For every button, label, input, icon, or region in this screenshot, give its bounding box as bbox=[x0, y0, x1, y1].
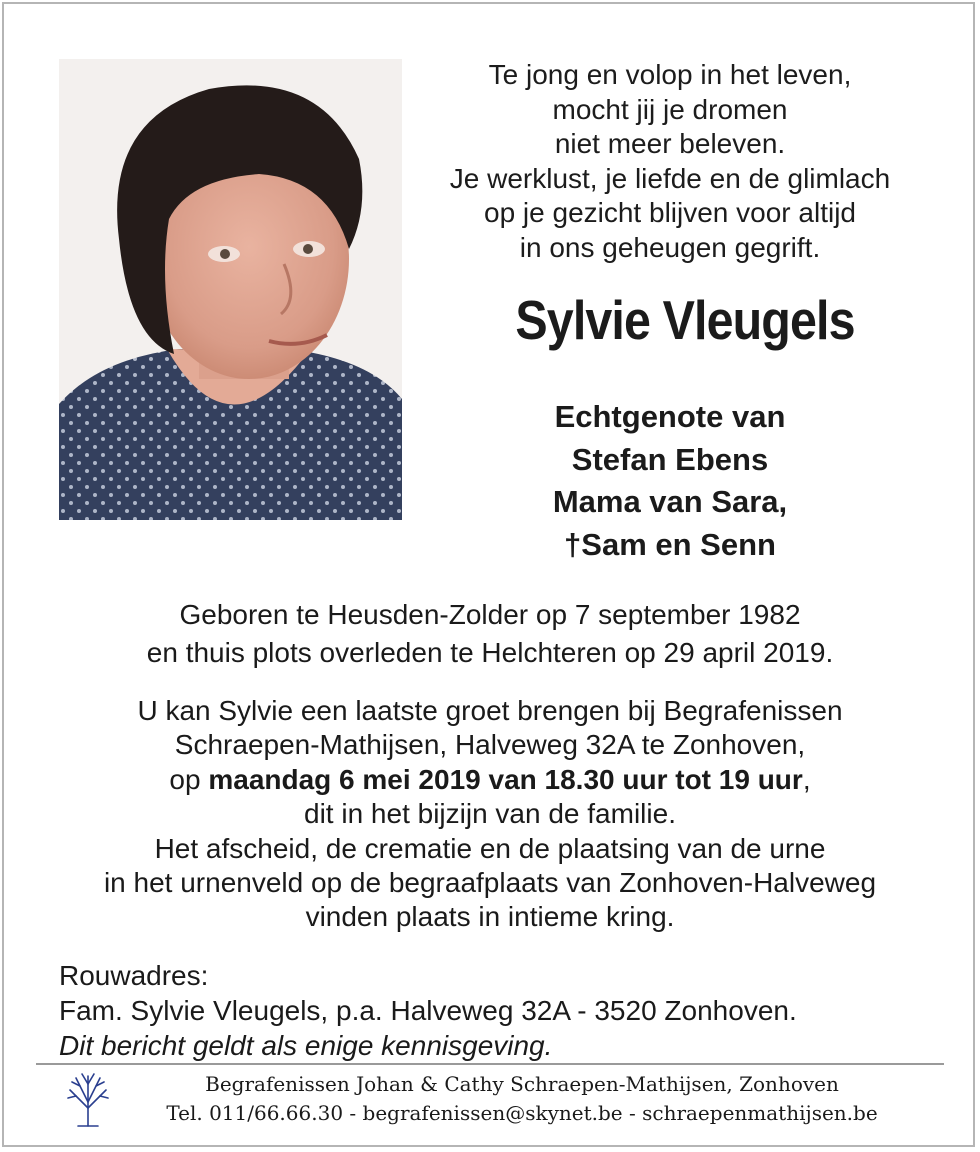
visit-line: vinden plaats in intieme kring. bbox=[305, 901, 675, 933]
mourning-address bbox=[59, 958, 939, 1063]
visit-line: Het afscheid, de crematie en de plaatsing van de urne bbox=[154, 832, 826, 864]
footer-divider bbox=[36, 1063, 944, 1065]
poem-line: in ons geheugen gegrift. bbox=[519, 231, 821, 263]
address-label: Rouwadres: bbox=[59, 960, 209, 991]
visit-line: dit in het bijzijn van de familie. bbox=[304, 798, 676, 830]
relation-line: †Sam en Senn bbox=[564, 526, 776, 562]
poem-line: Je werklust, je liefde en de glimlach bbox=[449, 162, 891, 194]
funeral-home-contact: Tel. 011/66.66.30 - begrafenissen@skynet.be - schraepenmathijsen.be bbox=[166, 1101, 878, 1125]
portrait-illustration bbox=[59, 59, 402, 520]
relation-line: Mama van Sara, bbox=[552, 484, 788, 519]
funeral-home-name: Begrafenissen Johan & Cathy Schraepen-Mathijsen, Zonhoven bbox=[205, 1072, 839, 1096]
portrait-photo bbox=[59, 59, 402, 520]
family-relations bbox=[430, 396, 910, 566]
poem-line: niet meer beleven. bbox=[554, 128, 786, 159]
poem-line: Te jong en volop in het leven, bbox=[488, 59, 852, 90]
relation-line: Echtgenote van bbox=[554, 399, 786, 434]
visit-date-suffix: , bbox=[802, 763, 811, 795]
visit-line: Schraepen-Mathijsen, Halveweg 32A te Zonhoven, bbox=[174, 729, 806, 761]
death-line: en thuis plots overleden te Helchteren op 29 april 2019. bbox=[146, 637, 834, 668]
visit-line: in het urnenveld op de begraafplaats van Zonhoven-Halveweg bbox=[103, 867, 877, 899]
poem bbox=[410, 58, 930, 265]
address-line: Fam. Sylvie Vleugels, p.a. Halveweg 32A - 3520 Zonhoven. bbox=[59, 995, 797, 1026]
visit-date-line bbox=[40, 763, 940, 797]
deceased-name: Sylvie Vleugels bbox=[515, 289, 855, 351]
visit-date: maandag 6 mei 2019 van 18.30 uur tot 19 uur bbox=[208, 763, 803, 795]
poem-line: mocht jij je dromen bbox=[552, 93, 788, 125]
notice-text: Dit bericht geldt als enige kennisgeving. bbox=[59, 1030, 553, 1061]
poem-line: op je gezicht blijven voor altijd bbox=[484, 197, 856, 228]
birth-death-info bbox=[40, 596, 940, 672]
funeral-home-footer bbox=[112, 1070, 932, 1128]
tree-icon bbox=[64, 1070, 112, 1128]
visitation-info bbox=[40, 694, 940, 935]
visit-line: U kan Sylvie een laatste groet brengen bij Begrafenissen bbox=[137, 695, 843, 726]
visit-date-prefix: op bbox=[169, 763, 209, 795]
relation-line: Stefan Ebens bbox=[571, 441, 769, 477]
birth-line: Geboren te Heusden-Zolder op 7 september 1982 bbox=[179, 599, 801, 630]
